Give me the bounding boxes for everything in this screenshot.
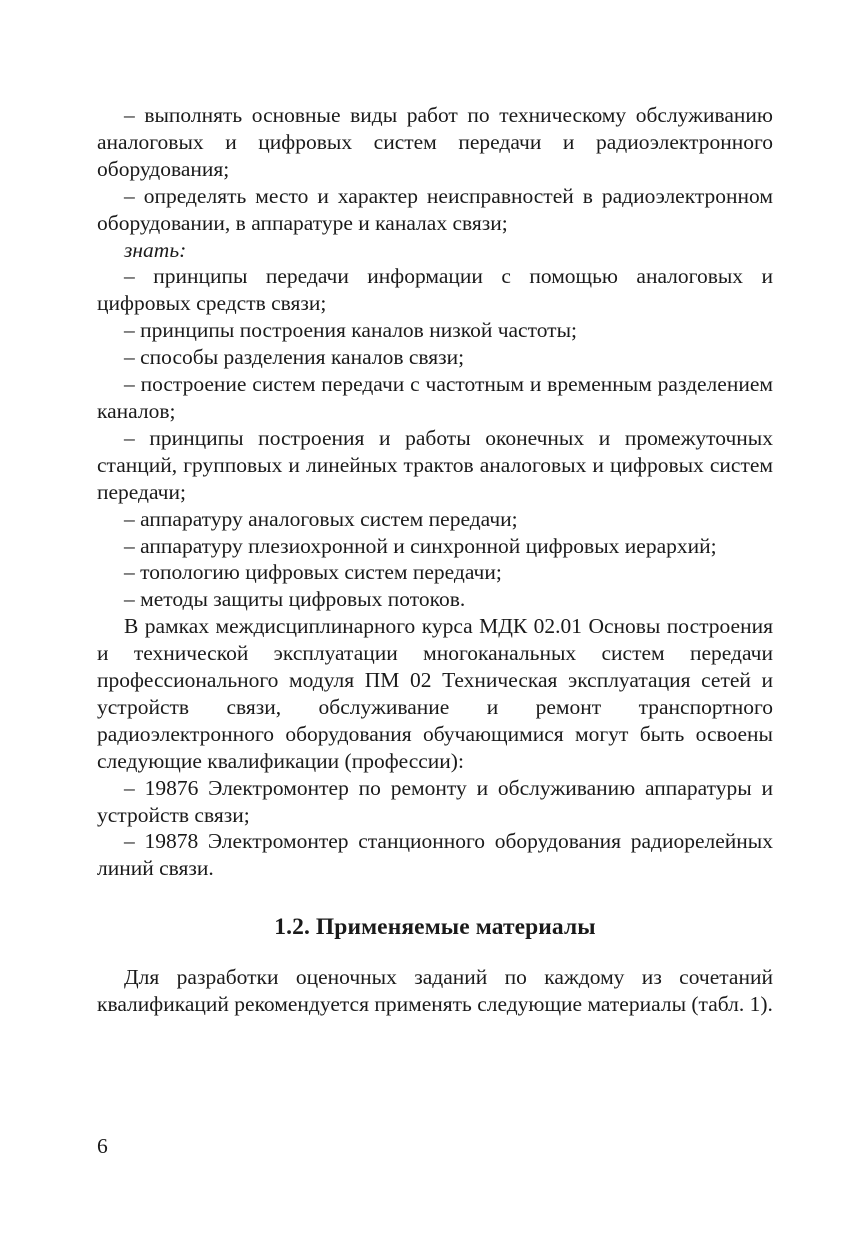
body-text-bottom [97,964,773,1018]
list-item-digital-topology: – топологию цифровых систем передачи; [124,560,502,585]
list-item-pdh-sdh-equipment: – аппаратуру плезиохронной и синхронной цифровых иерархий; [124,533,717,558]
list-item-fdm-tdm-systems: – построение систем передачи с частотным и временным разделением каналов; [97,372,773,423]
page-number: 6 [97,1134,108,1158]
know-heading: знать: [124,237,187,262]
section-title: 1.2. Применяемые материалы [274,914,596,941]
list-item-low-frequency-channels: – принципы построения каналов низкой частоты; [124,318,577,343]
list-item-qualification-19878: – 19878 Электромонтер станционного оборудования радиорелейных линий связи. [97,829,773,881]
paragraph-course-qualifications: В рамках междисциплинарного курса МДК 02.01 Основы построения и технической эксплуатации многоканальных систем передачи профессионального модуля ПМ 02 Техническая эксплуатация сетей и устройств связи, обслуживание и ремонт транспортного радиоэлектронного оборудования обучающимися могут быть освоены следующие квалификации (профессии): [97,614,773,773]
list-item-terminal-stations: – принципы построения и работы оконечных и промежуточных станций, групповых и линейных трактов аналоговых и цифровых систем передачи; [97,425,773,504]
list-item-locate-faults: – определять место и характер неисправностей в радиоэлектронном оборудовании, в аппаратуре и каналах связи; [97,183,773,235]
list-item-channel-separation: – способы разделения каналов связи; [124,345,465,370]
body-text-top [97,102,773,882]
list-item-stream-protection: – методы защиты цифровых потоков. [124,587,466,612]
list-item-transmission-principles: – принципы передачи информации с помощью аналоговых и цифровых средств связи; [97,264,773,316]
page-content [97,102,773,1018]
list-item-qualification-19876: – 19876 Электромонтер по ремонту и обслуживанию аппаратуры и устройств связи; [97,775,773,827]
list-item-perform-maintenance: – выполнять основные виды работ по техническому обслуживанию аналоговых и цифровых систем передачи и радиоэлектронного оборудования; [97,103,773,181]
paragraph-materials-intro: Для разработки оценочных заданий по каждому из сочетаний квалификаций рекомендуется применять следующие материалы (табл. 1). [97,965,773,1017]
list-item-analog-equipment: – аппаратуру аналоговых систем передачи; [124,506,518,531]
